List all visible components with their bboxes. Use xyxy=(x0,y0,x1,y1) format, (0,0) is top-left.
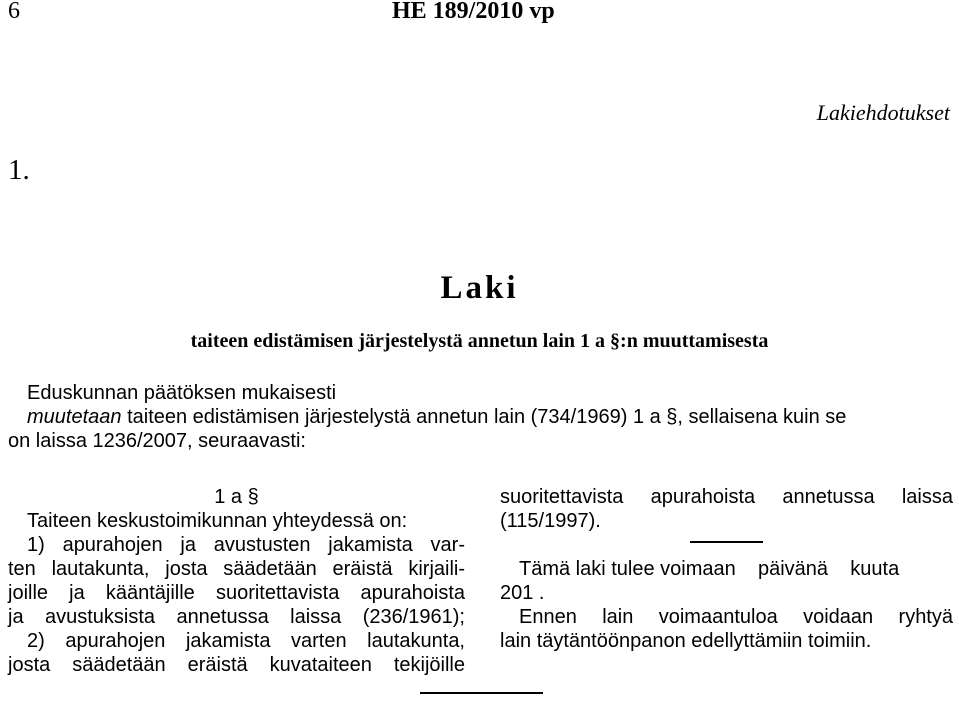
amendment-line-2: on laissa 1236/2007, seuraavasti: xyxy=(8,430,306,452)
document-id: HE 189/2010 vp xyxy=(392,0,555,24)
left-column-line: josta säädetään eräistä kuvataiteen tekijöille xyxy=(8,654,465,676)
left-column-line: ja avustuksista annetussa laissa (236/1961); xyxy=(8,606,465,628)
law-title: Laki xyxy=(440,270,519,306)
right-column-line: suoritettavista apurahoista annetussa laissa xyxy=(500,486,953,508)
right-column-line: (115/1997). xyxy=(500,510,601,532)
law-subtitle: taiteen edistämisen järjestelystä annetun lain 1 a §:n muuttamisesta xyxy=(190,330,769,352)
amendment-paragraph xyxy=(8,405,958,453)
section-heading: 1 a § xyxy=(214,486,259,508)
left-column-line: Taiteen keskustoimikunnan yhteydessä on: xyxy=(27,510,408,532)
bottom-divider-rule xyxy=(420,692,543,694)
amendment-line-1 xyxy=(8,405,958,429)
amendment-verb: muutetaan xyxy=(27,406,122,428)
right-column xyxy=(500,485,953,653)
left-column xyxy=(8,485,465,677)
right-column-line: Tämä laki tulee voimaan päivänä kuuta xyxy=(519,558,900,580)
divider-rule xyxy=(500,533,953,557)
right-column-line: 201 . xyxy=(500,582,545,604)
left-column-line: 1) apurahojen ja avustusten jakamista var- xyxy=(27,534,465,556)
intro-text: Eduskunnan päätöksen mukaisesti xyxy=(27,382,337,404)
right-column-line: lain täytäntöönpanon edellyttämiin toimiin. xyxy=(500,630,872,652)
page-number: 6 xyxy=(8,0,20,24)
section-label: Lakiehdotukset xyxy=(816,100,950,125)
left-column-line: 2) apurahojen jakamista varten lautakunta, xyxy=(27,630,465,652)
left-column-line: joille ja kääntäjille suoritettavista apurahoista xyxy=(8,582,465,604)
right-column-line: Ennen lain voimaantuloa voidaan ryhtyä xyxy=(519,606,953,628)
amendment-text: taiteen edistämisen järjestelystä annetun lain (734/1969) 1 a §, sellaisena kuin se xyxy=(121,406,847,428)
proposal-number: 1. xyxy=(8,154,30,186)
left-column-line: ten lautakunta, josta säädetään eräistä kirjaili- xyxy=(8,558,465,580)
